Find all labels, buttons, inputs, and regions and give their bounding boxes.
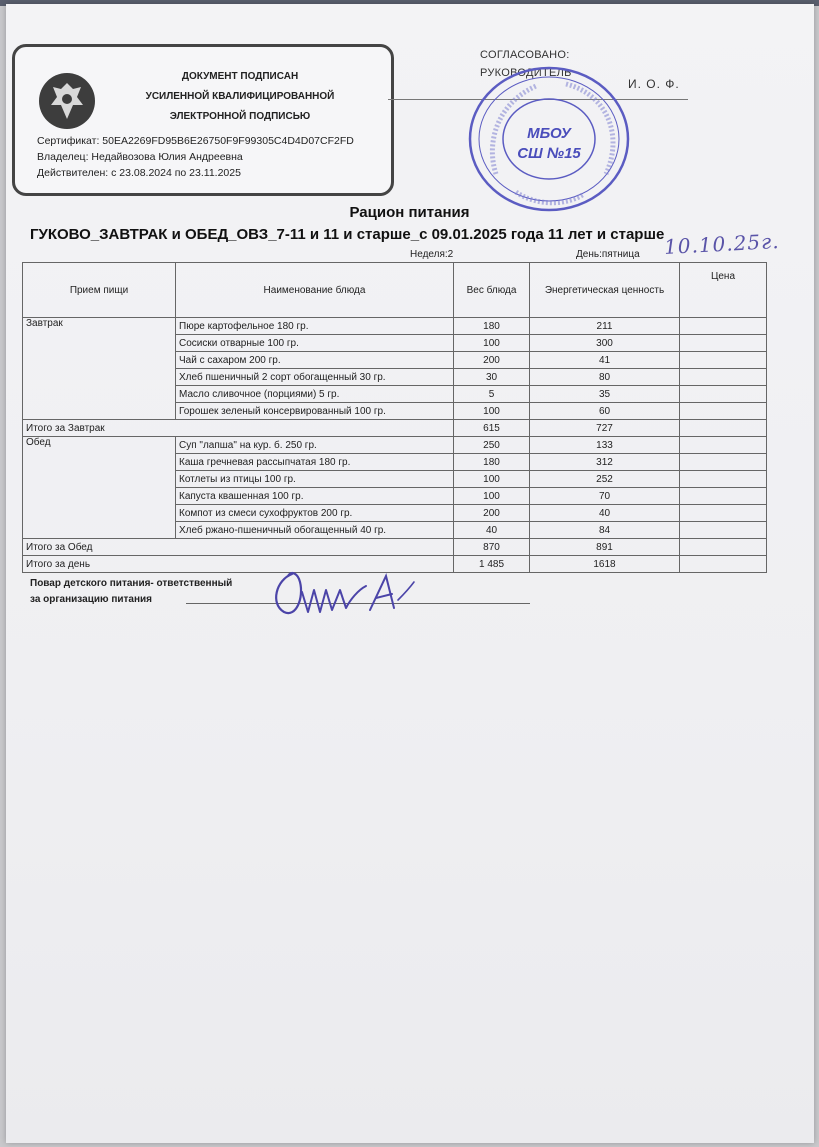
dish-energy: 211 bbox=[530, 318, 680, 335]
dish-name: Сосиски отварные 100 гр. bbox=[176, 335, 454, 352]
esig-validity: Действителен: с 23.08.2024 по 23.11.2025 bbox=[37, 167, 241, 179]
esig-line-1: ДОКУМЕНТ ПОДПИСАН bbox=[181, 71, 299, 82]
dish-weight: 250 bbox=[454, 437, 530, 454]
dish-energy: 41 bbox=[530, 352, 680, 369]
dish-weight: 5 bbox=[454, 386, 530, 403]
dish-weight: 100 bbox=[454, 335, 530, 352]
approval-head: РУКОВОДИТЕЛЬ bbox=[480, 67, 572, 79]
dish-name: Пюре картофельное 180 гр. bbox=[176, 318, 454, 335]
coat-of-arms-icon bbox=[39, 73, 95, 129]
dish-weight: 200 bbox=[454, 505, 530, 522]
breakfast-total-row bbox=[23, 420, 767, 437]
esig-owner: Владелец: Недайвозова Юлия Андреевна bbox=[37, 151, 243, 163]
dish-name: Хлеб ржано-пшеничный обогащенный 40 гр. bbox=[176, 522, 454, 539]
electronic-signature-stamp bbox=[12, 44, 394, 196]
total-energy: 891 bbox=[530, 539, 680, 556]
table-header-row bbox=[23, 263, 767, 318]
day-label: День:пятница bbox=[576, 249, 640, 260]
header-dish: Наименование блюда bbox=[176, 263, 454, 318]
dish-price bbox=[680, 386, 767, 403]
total-price bbox=[680, 556, 767, 573]
footer-line-2: за организацию питания bbox=[30, 594, 152, 605]
total-label: Итого за Завтрак bbox=[23, 420, 454, 437]
dish-name: Горошек зеленый консервированный 100 гр. bbox=[176, 403, 454, 420]
dish-weight: 100 bbox=[454, 488, 530, 505]
week-label: Неделя:2 bbox=[410, 249, 454, 260]
dish-price bbox=[680, 505, 767, 522]
dish-price bbox=[680, 318, 767, 335]
footer-line-1: Повар детского питания- ответственный bbox=[30, 578, 233, 589]
lunch-total-row bbox=[23, 539, 767, 556]
dish-name: Масло сливочное (порциями) 5 гр. bbox=[176, 386, 454, 403]
approval-initials: И. О. Ф. bbox=[628, 77, 680, 91]
dish-energy: 80 bbox=[530, 369, 680, 386]
dish-price bbox=[680, 522, 767, 539]
handwritten-date: 10.10.25г. bbox=[663, 228, 781, 260]
header-energy: Энергетическая ценность bbox=[530, 263, 680, 318]
total-price bbox=[680, 420, 767, 437]
dish-energy: 40 bbox=[530, 505, 680, 522]
handwritten-signature bbox=[262, 560, 422, 622]
dish-price bbox=[680, 335, 767, 352]
dish-weight: 180 bbox=[454, 318, 530, 335]
total-energy: 1618 bbox=[530, 556, 680, 573]
dish-price bbox=[680, 437, 767, 454]
dish-name: Хлеб пшеничный 2 сорт обогащенный 30 гр. bbox=[176, 369, 454, 386]
dish-price bbox=[680, 488, 767, 505]
header-weight: Вес блюда bbox=[454, 263, 530, 318]
dish-price bbox=[680, 369, 767, 386]
total-label: Итого за день bbox=[23, 556, 454, 573]
table-row bbox=[23, 318, 767, 335]
esig-certificate: Сертификат: 50EA2269FD95B6E26750F9F99305C4D4D07CF2FD bbox=[37, 135, 354, 147]
school-seal bbox=[466, 64, 632, 214]
seal-line-2: СШ №15 bbox=[517, 145, 581, 162]
dish-energy: 312 bbox=[530, 454, 680, 471]
document-title: Рацион питания bbox=[349, 204, 470, 221]
total-energy: 727 bbox=[530, 420, 680, 437]
dish-price bbox=[680, 471, 767, 488]
dish-energy: 70 bbox=[530, 488, 680, 505]
meal-breakfast: Завтрак bbox=[23, 318, 176, 420]
table-row bbox=[23, 437, 767, 454]
dish-weight: 200 bbox=[454, 352, 530, 369]
approval-agreed: СОГЛАСОВАНО: bbox=[480, 49, 570, 61]
seal-line-1: МБОУ bbox=[527, 125, 571, 142]
dish-name: Котлеты из птицы 100 гр. bbox=[176, 471, 454, 488]
dish-weight: 40 bbox=[454, 522, 530, 539]
dish-energy: 252 bbox=[530, 471, 680, 488]
total-weight: 870 bbox=[454, 539, 530, 556]
dish-name: Чай с сахаром 200 гр. bbox=[176, 352, 454, 369]
header-meal: Прием пищи bbox=[23, 263, 176, 318]
meal-lunch: Обед bbox=[23, 437, 176, 539]
esig-line-3: ЭЛЕКТРОННОЙ ПОДПИСЬЮ bbox=[169, 111, 311, 122]
dish-price bbox=[680, 352, 767, 369]
dish-weight: 30 bbox=[454, 369, 530, 386]
dish-energy: 300 bbox=[530, 335, 680, 352]
dish-name: Капуста квашенная 100 гр. bbox=[176, 488, 454, 505]
total-label: Итого за Обед bbox=[23, 539, 454, 556]
esig-line-2: УСИЛЕННОЙ КВАЛИФИЦИРОВАННОЙ bbox=[145, 91, 335, 102]
dish-energy: 84 bbox=[530, 522, 680, 539]
document-subtitle: ГУКОВО_ЗАВТРАК и ОБЕД_ОВЗ_7-11 и 11 и старше_с 09.01.2025 года 11 лет и старше bbox=[30, 226, 665, 243]
dish-weight: 100 bbox=[454, 403, 530, 420]
dish-energy: 35 bbox=[530, 386, 680, 403]
dish-name: Компот из смеси сухофруктов 200 гр. bbox=[176, 505, 454, 522]
dish-price bbox=[680, 454, 767, 471]
dish-energy: 133 bbox=[530, 437, 680, 454]
dish-weight: 100 bbox=[454, 471, 530, 488]
total-weight: 1 485 bbox=[454, 556, 530, 573]
header-price: Цена bbox=[680, 263, 767, 318]
dish-name: Каша гречневая рассыпчатая 180 гр. bbox=[176, 454, 454, 471]
dish-name: Суп "лапша" на кур. б. 250 гр. bbox=[176, 437, 454, 454]
total-price bbox=[680, 539, 767, 556]
dish-energy: 60 bbox=[530, 403, 680, 420]
menu-table bbox=[22, 262, 767, 573]
dish-weight: 180 bbox=[454, 454, 530, 471]
dish-price bbox=[680, 403, 767, 420]
total-weight: 615 bbox=[454, 420, 530, 437]
